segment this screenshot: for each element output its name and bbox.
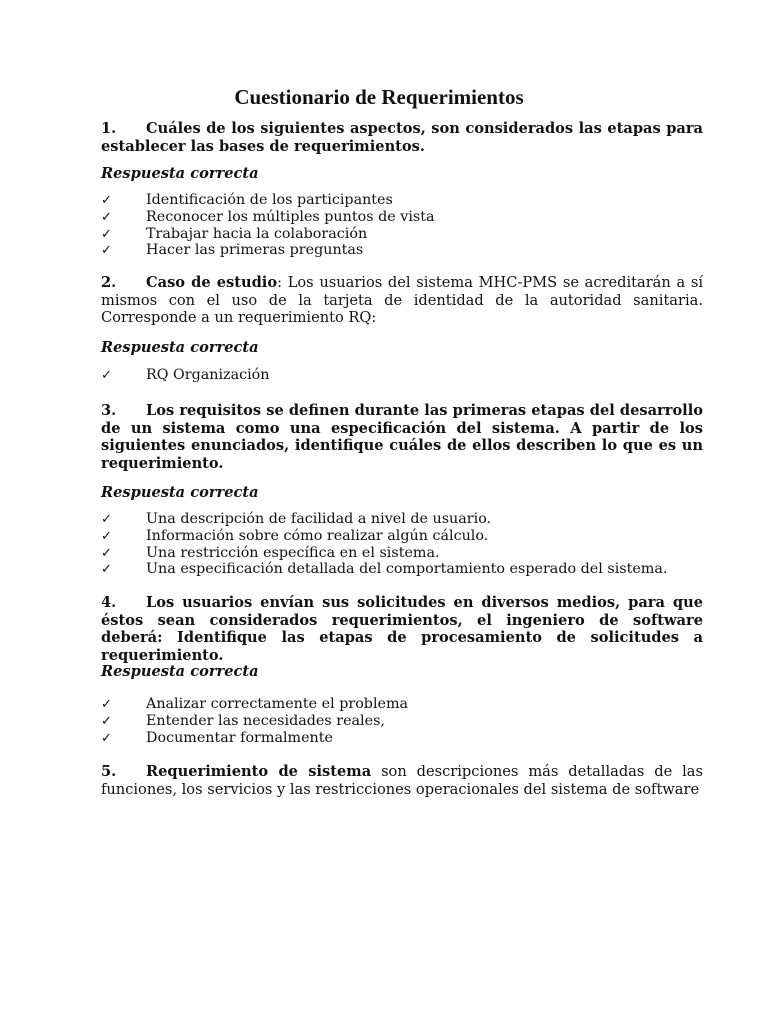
answer-label-2: Respuesta correcta <box>101 339 259 356</box>
check-icon: ✓ <box>101 713 112 729</box>
question-bold-text: Caso de estudio <box>146 274 278 291</box>
list-item: ✓ Trabajar hacia la colaboración <box>101 225 368 242</box>
list-item: ✓ Documentar formalmente <box>101 729 333 746</box>
question-number: 2. <box>101 274 117 291</box>
list-item: ✓ Reconocer los múltiples puntos de vista <box>101 208 435 225</box>
list-item: ✓ Entender las necesidades reales, <box>101 712 385 729</box>
question-text: Los usuarios envían sus solicitudes en diversos medios, para que éstos sean considerados requerimientos, el ingeniero de software deberá: Identifique las etapas de procesamiento de solicitudes a requerimiento. <box>101 594 703 664</box>
list-item: ✓ Una descripción de facilidad a nivel de usuario. <box>101 511 492 527</box>
check-icon: ✓ <box>101 545 112 561</box>
question-2 <box>101 274 703 327</box>
answer-list-2 <box>101 367 270 384</box>
answer-label-4: Respuesta correcta <box>101 663 259 680</box>
list-item: ✓ Hacer las primeras preguntas <box>101 242 364 259</box>
question-number: 3. <box>101 402 117 419</box>
check-icon: ✓ <box>101 209 112 225</box>
question-text: : Los usuarios del sistema MHC-PMS se acreditarán a sí mismos con el uso de la tarjeta de identidad de la autoridad sanitaria. Corresponde a un requerimiento RQ: <box>101 274 703 326</box>
check-icon: ✓ <box>101 697 112 712</box>
list-item: ✓ Una especificación detallada del comportamiento esperado del sistema. <box>101 561 668 578</box>
check-icon: ✓ <box>101 193 112 208</box>
check-icon: ✓ <box>101 562 112 578</box>
list-item: ✓ Identificación de los participantes <box>101 192 393 208</box>
check-icon: ✓ <box>101 243 112 259</box>
check-icon: ✓ <box>101 730 112 746</box>
answer-list-4 <box>101 696 408 746</box>
answer-label-1: Respuesta correcta <box>101 165 259 182</box>
list-item: ✓ Analizar correctamente el problema <box>101 696 409 712</box>
question-number: 5. <box>101 763 117 780</box>
question-number: 4. <box>101 594 117 611</box>
document-title: Cuestionario de Requerimientos <box>234 85 524 109</box>
answer-list-1 <box>101 192 435 259</box>
list-item: ✓ Información sobre cómo realizar algún cálculo. <box>101 527 489 544</box>
check-icon: ✓ <box>101 512 112 527</box>
answer-label-3: Respuesta correcta <box>101 484 259 501</box>
question-text: Los requisitos se definen durante las primeras etapas del desarrollo de un sistema como una especificación del sistema. A partir de los siguientes enunciados, identifique cuáles de ellos describen lo que es un requerimiento. <box>101 402 703 472</box>
question-number: 1. <box>101 120 117 137</box>
check-icon: ✓ <box>101 226 112 242</box>
question-text: Cuáles de los siguientes aspectos, son considerados las etapas para establecer las bases de requerimientos. <box>101 120 703 155</box>
question-3 <box>101 402 703 472</box>
question-4 <box>101 594 703 664</box>
question-bold-text: Requerimiento de sistema <box>146 763 372 780</box>
question-text: son descripciones más detalladas de las funciones, los servicios y las restricciones operacionales del sistema de software <box>101 763 703 798</box>
question-5 <box>101 763 703 798</box>
check-icon: ✓ <box>101 368 112 383</box>
answer-list-3 <box>101 511 667 578</box>
question-1 <box>101 120 703 155</box>
list-item: ✓ RQ Organización <box>101 367 270 383</box>
list-item: ✓ Una restricción específica en el sistema. <box>101 544 440 561</box>
check-icon: ✓ <box>101 528 112 544</box>
